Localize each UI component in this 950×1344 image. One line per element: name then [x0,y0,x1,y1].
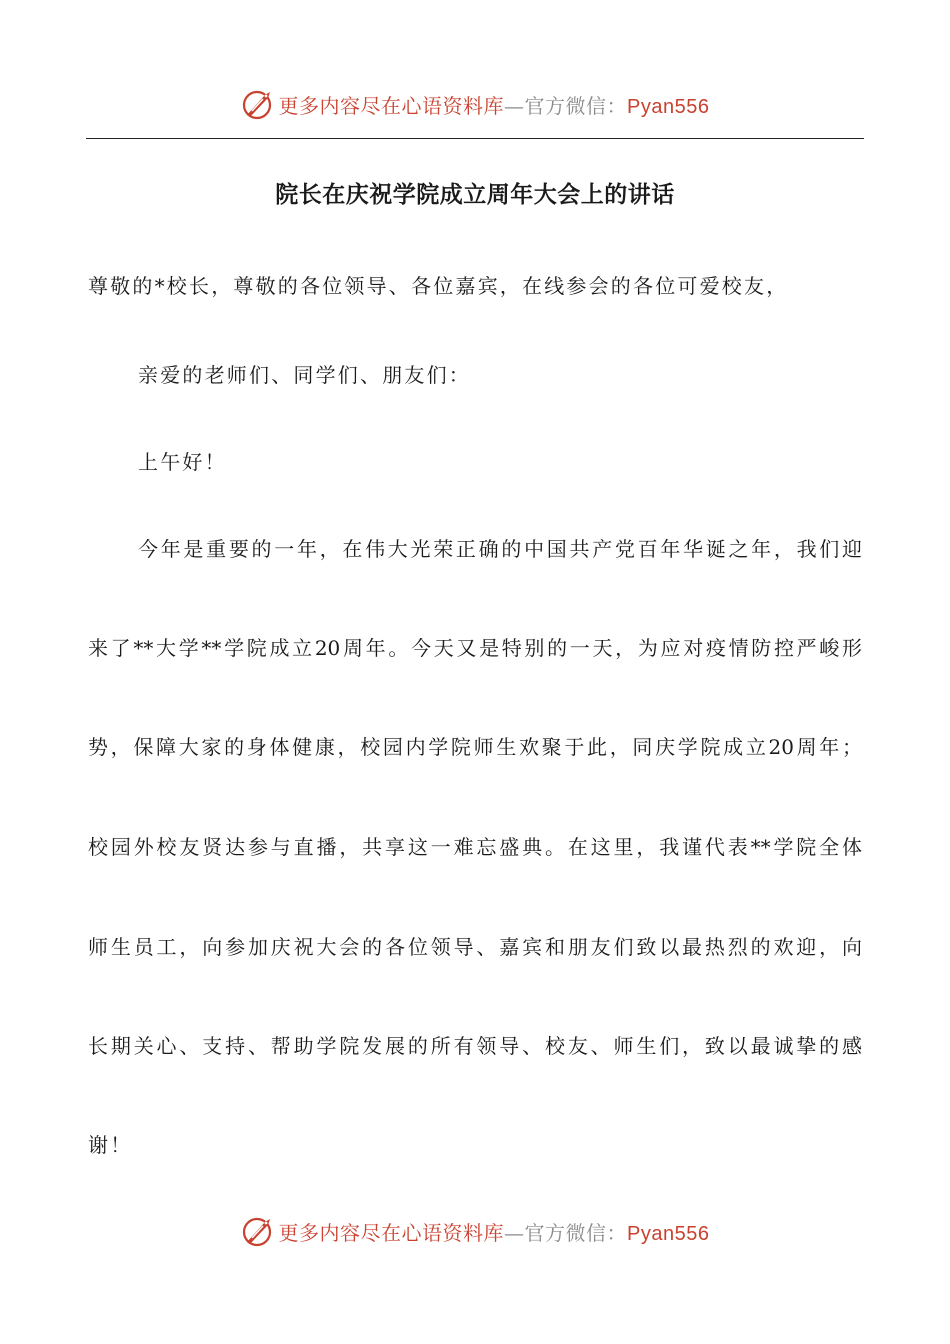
header-banner [0,84,950,124]
document-title: 院长在庆祝学院成立周年大会上的讲话 [275,181,675,208]
salutation-line-1: 尊敬的*校长，尊敬的各位领导、各位嘉宾，在线参会的各位可爱校友， [88,274,789,298]
paragraph-line: 师生员工，向参加庆祝大会的各位领导、嘉宾和朋友们致以最热烈的欢迎，向 [88,935,862,959]
pen-logo-icon [241,1214,275,1248]
paragraph-line: 来了**大学**学院成立20周年。今天又是特别的一天，为应对疫情防控严峻形 [88,636,862,660]
banner-wechat-id: Pyan556 [627,1222,710,1245]
header-divider [86,138,864,139]
banner-wechat-label: —官方微信： [504,1220,628,1245]
pen-logo-icon [241,87,275,121]
paragraph-line: 长期关心、支持、帮助学院发展的所有领导、校友、师生们，致以最诚挚的感 [88,1034,862,1058]
banner-text [279,90,710,119]
greeting-line: 上午好！ [138,450,227,474]
footer-banner [0,1211,950,1251]
paragraph-line: 今年是重要的一年，在伟大光荣正确的中国共产党百年华诞之年，我们迎 [138,537,862,561]
paragraph-line: 校园外校友贤达参与直播，共享这一难忘盛典。在这里，我谨代表**学院全体 [88,835,862,859]
banner-wechat-label: —官方微信： [504,93,628,118]
paragraph-line: 势，保障大家的身体健康，校园内学院师生欢聚于此，同庆学院成立20周年； [88,735,862,759]
paragraph-line-last: 谢！ [88,1133,133,1157]
banner-site-name: 更多内容尽在心语资料库 [278,93,505,118]
banner-text [279,1217,710,1246]
banner-wechat-id: Pyan556 [627,95,710,118]
banner-site-name: 更多内容尽在心语资料库 [278,1220,505,1245]
salutation-line-2: 亲爱的老师们、同学们、朋友们： [138,363,471,387]
